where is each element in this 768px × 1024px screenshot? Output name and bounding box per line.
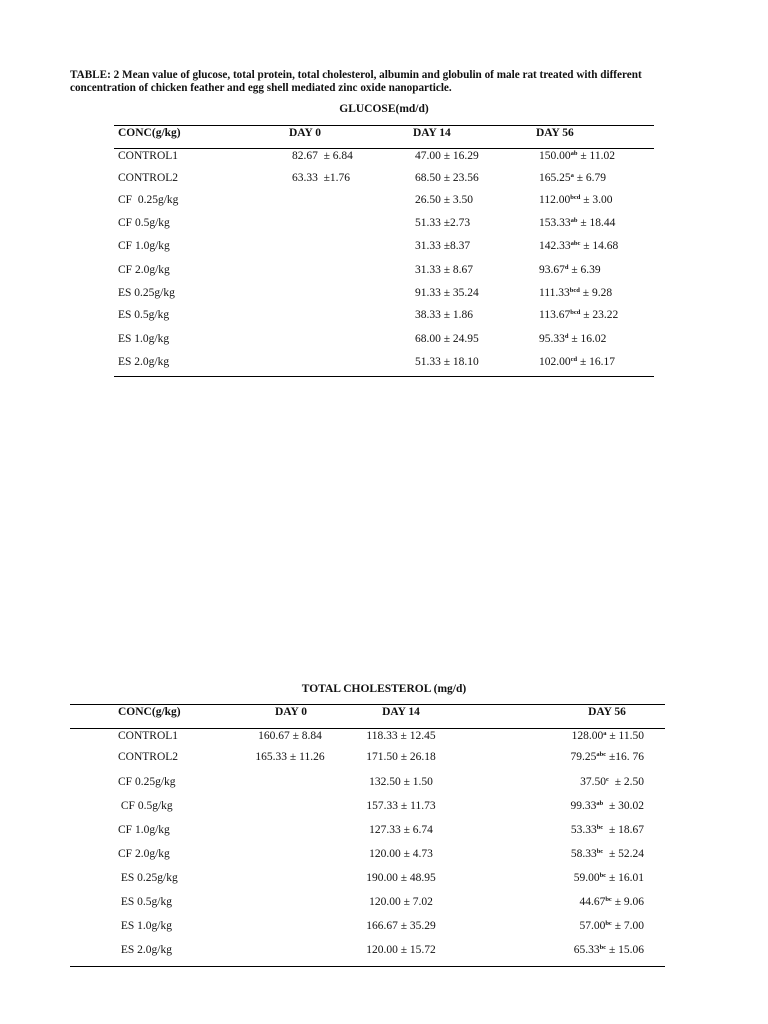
- significance-superscript: ab: [596, 800, 604, 807]
- table-caption: [70, 69, 710, 95]
- day56-mean: 113.67: [539, 309, 571, 321]
- day56-sd: ± 9.28: [579, 287, 613, 299]
- glucose-conc-cell: CF 1.0g/kg: [118, 240, 170, 252]
- significance-superscript: bc: [605, 896, 612, 903]
- cholesterol-day14-cell: 166.67 ± 35.29: [366, 920, 436, 932]
- glucose-conc-cell: CONTROL2: [118, 172, 179, 184]
- significance-superscript: bcd: [570, 309, 581, 316]
- day56-cell: [571, 823, 644, 837]
- day56-cell: [570, 750, 644, 764]
- day56-cell: [579, 895, 644, 909]
- day56-cell: [539, 308, 618, 322]
- cholesterol-day14-cell: 120.00 ± 7.02: [369, 896, 433, 908]
- cholesterol-conc-cell: ES 0.25g/kg: [118, 872, 178, 884]
- cholesterol-conc-cell: CF 2.0g/kg: [118, 848, 170, 860]
- cholesterol-day14-cell: 120.00 ± 15.72: [366, 944, 436, 956]
- day56-cell: [574, 943, 644, 957]
- day56-cell: [539, 193, 613, 207]
- significance-superscript: c: [606, 776, 609, 783]
- day56-sd: ± 14.68: [580, 240, 619, 252]
- significance-superscript: d: [564, 264, 569, 271]
- significance-superscript: ab: [570, 217, 578, 224]
- day56-mean: 65.33: [573, 944, 600, 956]
- cholesterol-day14-cell: 190.00 ± 48.95: [366, 872, 436, 884]
- glucose-conc-cell: CF 2.0g/kg: [118, 264, 170, 276]
- glucose-header-day14: DAY 14: [413, 127, 451, 139]
- day56-mean: 112.00: [539, 194, 571, 206]
- cholesterol-conc-cell: ES 1.0g/kg: [118, 920, 172, 932]
- day56-sd: ± 16.17: [577, 356, 616, 368]
- day56-mean: 128.00: [571, 730, 604, 742]
- day56-mean: 153.33: [539, 217, 571, 229]
- day56-sd: ±16. 76: [606, 751, 644, 763]
- glucose-day14-cell: 38.33 ± 1.86: [415, 309, 474, 321]
- caption-line-1: TABLE: 2 Mean value of glucose, total protein, total cholesterol, albumin and globulin of male rat treated with different: [70, 69, 642, 81]
- day56-cell: [539, 239, 618, 253]
- day56-sd: ± 6.79: [573, 172, 607, 184]
- cholesterol-conc-cell: CF 0.25g/kg: [118, 776, 176, 788]
- significance-superscript: bc: [605, 920, 612, 927]
- day56-sd: ± 11.50: [606, 730, 644, 742]
- day56-cell: [539, 216, 615, 230]
- day56-cell: [579, 919, 644, 933]
- significance-superscript: bcd: [570, 194, 581, 201]
- cholesterol-conc-cell: ES 2.0g/kg: [118, 944, 172, 956]
- cholesterol-day0-cell: 160.67 ± 8.84: [258, 730, 322, 742]
- day56-sd: ± 3.00: [580, 194, 613, 206]
- cholesterol-day14-cell: 171.50 ± 26.18: [366, 751, 436, 763]
- day56-mean: 165.25: [539, 172, 571, 184]
- day56-mean: 95.33: [539, 333, 565, 345]
- glucose-day14-cell: 91.33 ± 35.24: [415, 287, 479, 299]
- cholesterol-conc-cell: CONTROL1: [118, 730, 179, 742]
- cholesterol-day0-cell: 165.33 ± 11.26: [255, 751, 325, 763]
- cholesterol-conc-cell: CF 1.0g/kg: [118, 824, 170, 836]
- glucose-conc-cell: CF 0.5g/kg: [118, 217, 170, 229]
- glucose-conc-cell: ES 0.25g/kg: [118, 287, 175, 299]
- glucose-bottom-rule: [114, 376, 654, 377]
- glucose-conc-cell: ES 2.0g/kg: [118, 356, 170, 368]
- day56-mean: 37.50: [580, 776, 607, 788]
- glucose-day14-cell: 51.33 ±2.73: [415, 217, 471, 229]
- glucose-day14-cell: 51.33 ± 18.10: [415, 356, 479, 368]
- glucose-table-title: GLUCOSE(md/d): [339, 103, 429, 115]
- glucose-day0-cell: 82.67 ± 6.84: [292, 150, 353, 162]
- glucose-day14-cell: 31.33 ± 8.67: [415, 264, 474, 276]
- glucose-header-conc: CONC(g/kg): [118, 127, 181, 139]
- cholesterol-day14-cell: 120.00 ± 4.73: [369, 848, 433, 860]
- day56-mean: 102.00: [539, 356, 571, 368]
- significance-superscript: abc: [570, 240, 581, 247]
- day56-mean: 53.33: [570, 824, 597, 836]
- day56-cell: [580, 775, 644, 789]
- significance-superscript: ab: [570, 150, 578, 157]
- day56-mean: 99.33: [570, 800, 597, 812]
- cholesterol-header-day14: DAY 14: [382, 706, 420, 718]
- glucose-conc-cell: ES 1.0g/kg: [118, 333, 170, 345]
- day56-sd: ± 16.02: [568, 333, 607, 345]
- significance-superscript: bc: [599, 944, 607, 951]
- day56-mean: 142.33: [539, 240, 571, 252]
- cholesterol-conc-cell: ES 0.5g/kg: [118, 896, 172, 908]
- cholesterol-day14-cell: 132.50 ± 1.50: [369, 776, 433, 788]
- day56-mean: 59.00: [573, 872, 600, 884]
- day56-cell: [539, 355, 615, 369]
- cholesterol-conc-cell: CF 0.5g/kg: [118, 800, 173, 812]
- day56-mean: 57.00: [579, 920, 606, 932]
- day56-mean: 150.00: [539, 150, 571, 162]
- day56-cell: [574, 871, 644, 885]
- day56-sd: ± 9.06: [611, 896, 644, 908]
- cholesterol-bottom-rule: [70, 966, 665, 967]
- glucose-header-day56: DAY 56: [536, 127, 574, 139]
- day56-cell: [539, 332, 606, 346]
- glucose-conc-cell: CONTROL1: [118, 150, 179, 162]
- day56-sd: ± 11.02: [577, 150, 616, 162]
- glucose-day0-cell: 63.33 ±1.76: [292, 172, 351, 184]
- day56-sd: ± 2.50: [608, 776, 644, 788]
- cholesterol-day14-cell: 127.33 ± 6.74: [369, 824, 433, 836]
- day56-mean: 79.25: [570, 751, 597, 763]
- significance-superscript: cd: [570, 356, 578, 363]
- cholesterol-header-day0: DAY 0: [274, 706, 308, 718]
- day56-sd: ± 18.44: [577, 217, 616, 229]
- significance-superscript: bc: [596, 848, 604, 855]
- glucose-header-day0: DAY 0: [289, 127, 322, 139]
- significance-superscript: bc: [599, 872, 607, 879]
- cholesterol-header-day56: DAY 56: [588, 706, 626, 718]
- day56-sd: ± 30.02: [603, 800, 644, 812]
- day56-sd: ± 18.67: [603, 824, 644, 836]
- day56-sd: ± 23.22: [580, 309, 619, 321]
- significance-superscript: abc: [596, 751, 607, 758]
- day56-cell: [571, 847, 644, 861]
- cholesterol-day14-cell: 157.33 ± 11.73: [366, 800, 436, 812]
- glucose-day14-cell: 68.50 ± 23.56: [415, 172, 479, 184]
- glucose-day14-cell: 26.50 ± 3.50: [415, 194, 474, 206]
- glucose-day14-cell: 68.00 ± 24.95: [415, 333, 479, 345]
- glucose-day14-cell: 31.33 ±8.37: [415, 240, 471, 252]
- significance-superscript: bc: [596, 824, 604, 831]
- day56-sd: ± 6.39: [568, 264, 601, 276]
- significance-superscript: bcd: [569, 287, 580, 294]
- cholesterol-conc-cell: CONTROL2: [118, 751, 179, 763]
- day56-mean: 44.67: [579, 896, 606, 908]
- glucose-conc-cell: CF 0.25g/kg: [118, 194, 179, 206]
- day56-sd: ± 16.01: [606, 872, 644, 884]
- day56-cell: [539, 171, 606, 185]
- day56-cell: [539, 286, 612, 300]
- day56-sd: ± 15.06: [606, 944, 644, 956]
- day56-mean: 58.33: [570, 848, 597, 860]
- day56-cell: [539, 263, 601, 277]
- significance-superscript: a: [603, 730, 607, 737]
- cholesterol-table-title: TOTAL CHOLESTEROL (mg/d): [301, 683, 467, 695]
- day56-sd: ± 52.24: [603, 848, 644, 860]
- day56-cell: [572, 729, 644, 743]
- day56-cell: [539, 149, 615, 163]
- day56-mean: 93.67: [539, 264, 565, 276]
- day56-mean: 111.33: [539, 287, 570, 299]
- caption-line-2: concentration of chicken feather and egg shell mediated zinc oxide nanoparticle.: [70, 82, 452, 94]
- day56-sd: ± 7.00: [611, 920, 644, 932]
- day56-cell: [570, 799, 644, 813]
- significance-superscript: a: [570, 172, 574, 179]
- glucose-day14-cell: 47.00 ± 16.29: [415, 150, 479, 162]
- cholesterol-day14-cell: 118.33 ± 12.45: [366, 730, 436, 742]
- glucose-conc-cell: ES 0.5g/kg: [118, 309, 170, 321]
- significance-superscript: d: [564, 333, 569, 340]
- cholesterol-header-conc: CONC(g/kg): [118, 706, 181, 718]
